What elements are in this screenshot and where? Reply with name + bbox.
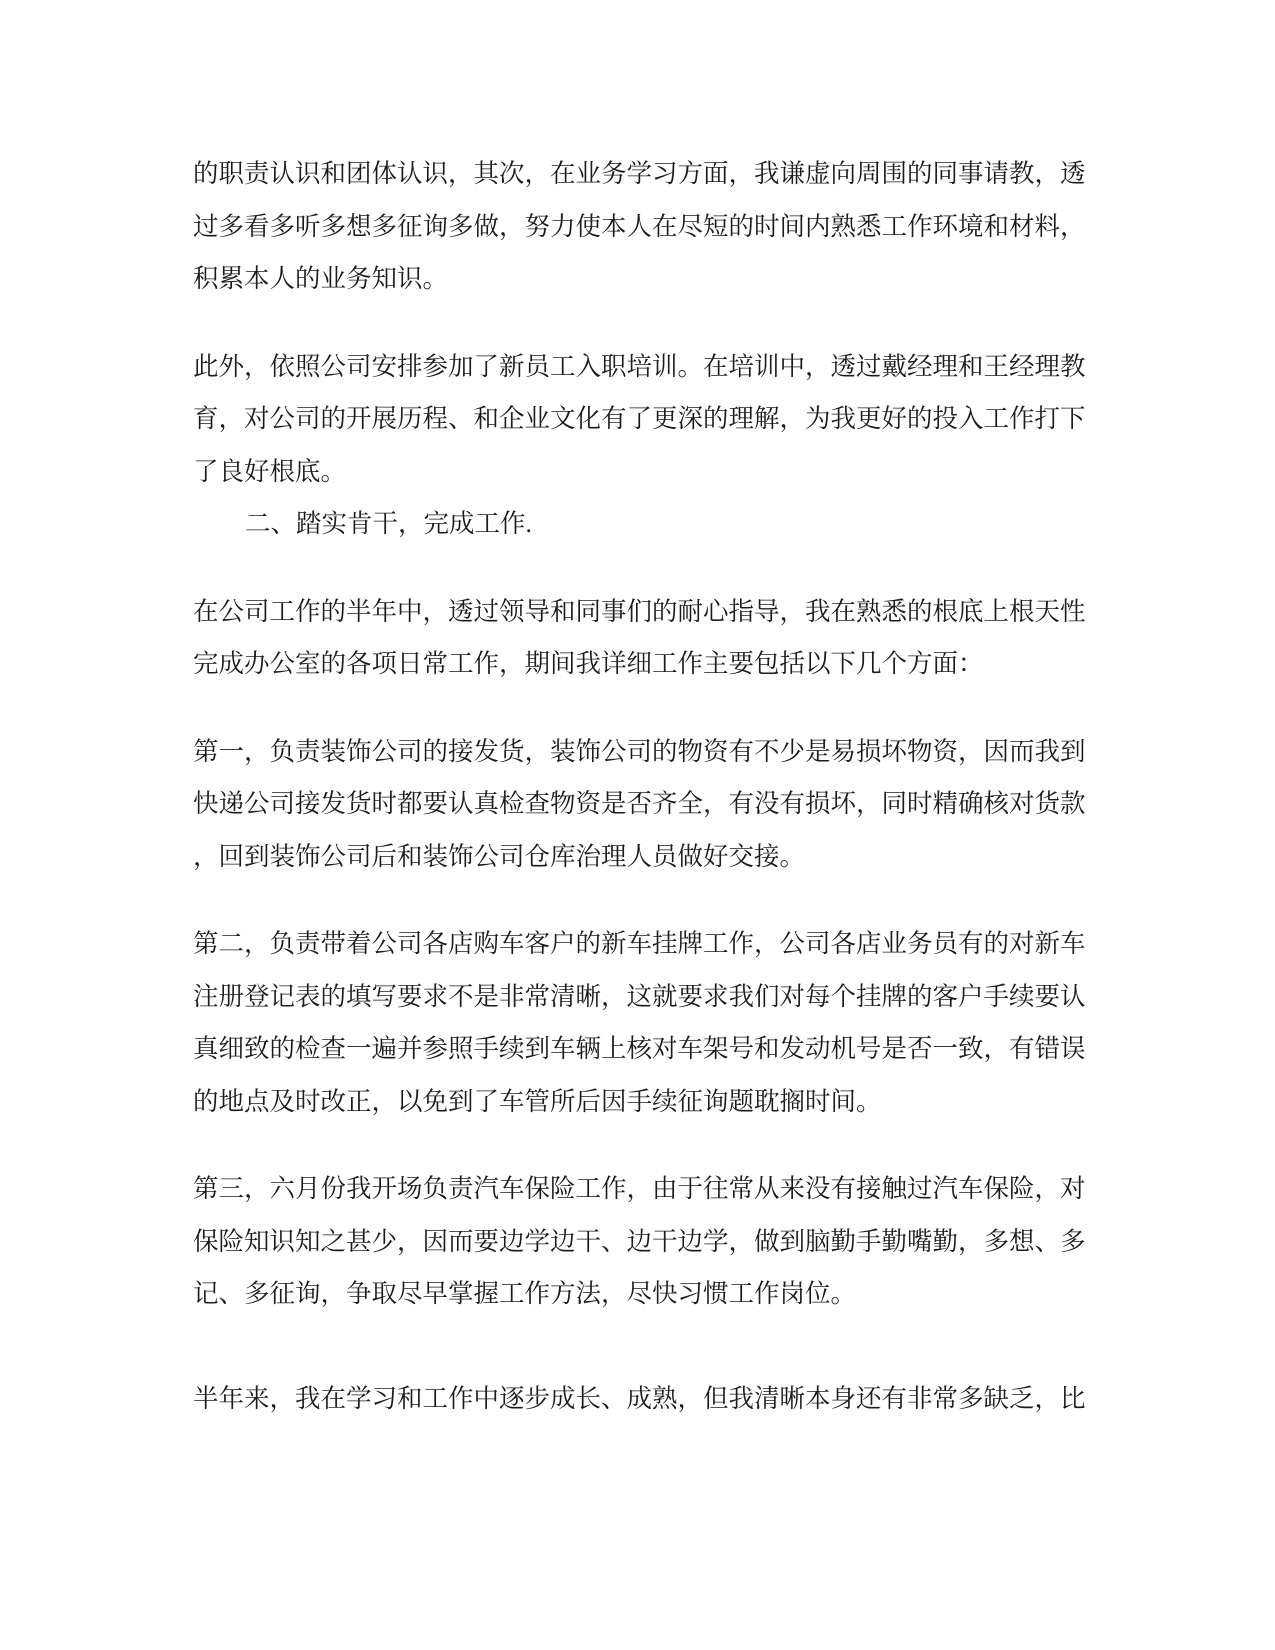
text-line: 真细致的检查一遍并参照手续到车辆上核对车架号和发动机号是否一致，有错误 <box>193 1034 1086 1063</box>
paragraph <box>193 918 1085 1128</box>
text-line: 第一，负责装饰公司的接发货，装饰公司的物资有不少是易损坏物资，因而我到 <box>193 736 1086 766</box>
text-line: 了良好根底。 <box>193 456 347 486</box>
text-line: 保险知识知之甚少，因而要边学边干、边干边学，做到脑勤手勤嘴勤，多想、多 <box>193 1226 1086 1256</box>
text-line: 的职责认识和团体认识，其次，在业务学习方面，我谦虚向周围的同事请教，透 <box>193 159 1086 188</box>
text-line: 记、多征询，争取尽早掌握工作方法，尽快习惯工作岗位。 <box>193 1279 857 1308</box>
text-line: 完成办公室的各项日常工作，期间我详细工作主要包括以下几个方面： <box>193 649 984 678</box>
text-line: 过多看多听多想多征询多做，努力使本人在尽短的时间内熟悉工作环境和材料， <box>193 211 1086 241</box>
text-line: 第二，负责带着公司各店购车客户的新车挂牌工作，公司各店业务员有的对新车 <box>193 929 1086 958</box>
text-line: 注册登记表的填写要求不是非常清晰，这就要求我们对每个挂牌的客户手续要认 <box>193 981 1086 1011</box>
paragraph <box>193 341 1085 499</box>
paragraph <box>193 1163 1085 1321</box>
text-line: 第三，六月份我开场负责汽车保险工作，由于往常从来没有接触过汽车保险，对 <box>193 1174 1086 1203</box>
text-line: 半年来，我在学习和工作中逐步成长、成熟，但我清晰本身还有非常多缺乏，比 <box>193 1383 1086 1413</box>
text-line: 二、踏实肯干，完成工作. <box>245 509 532 538</box>
text-line: 积累本人的业务知识。 <box>193 264 449 293</box>
paragraph <box>193 726 1085 884</box>
text-line: 此外，依照公司安排参加了新员工入职培训。在培训中，透过戴经理和王经理教 <box>193 351 1086 381</box>
text-line: 快递公司接发货时都要认真检查物资是否齐全，有没有损坏，同时精确核对货款 <box>193 789 1086 818</box>
paragraph <box>193 586 1085 691</box>
paragraph <box>193 498 1085 551</box>
text-line: 育，对公司的开展历程、和企业文化有了更深的理解，为我更好的投入工作打下 <box>193 404 1086 433</box>
text-line: 在公司工作的半年中，透过领导和同事们的耐心指导，我在熟悉的根底上根天性 <box>193 596 1086 626</box>
document-body <box>193 148 1085 1425</box>
text-line: 的地点及时改正，以免到了车管所后因手续征询题耽搁时间。 <box>193 1086 882 1116</box>
paragraph <box>193 148 1085 306</box>
paragraph <box>193 1373 1085 1426</box>
text-line: ，回到装饰公司后和装饰公司仓库治理人员做好交接。 <box>193 841 806 871</box>
